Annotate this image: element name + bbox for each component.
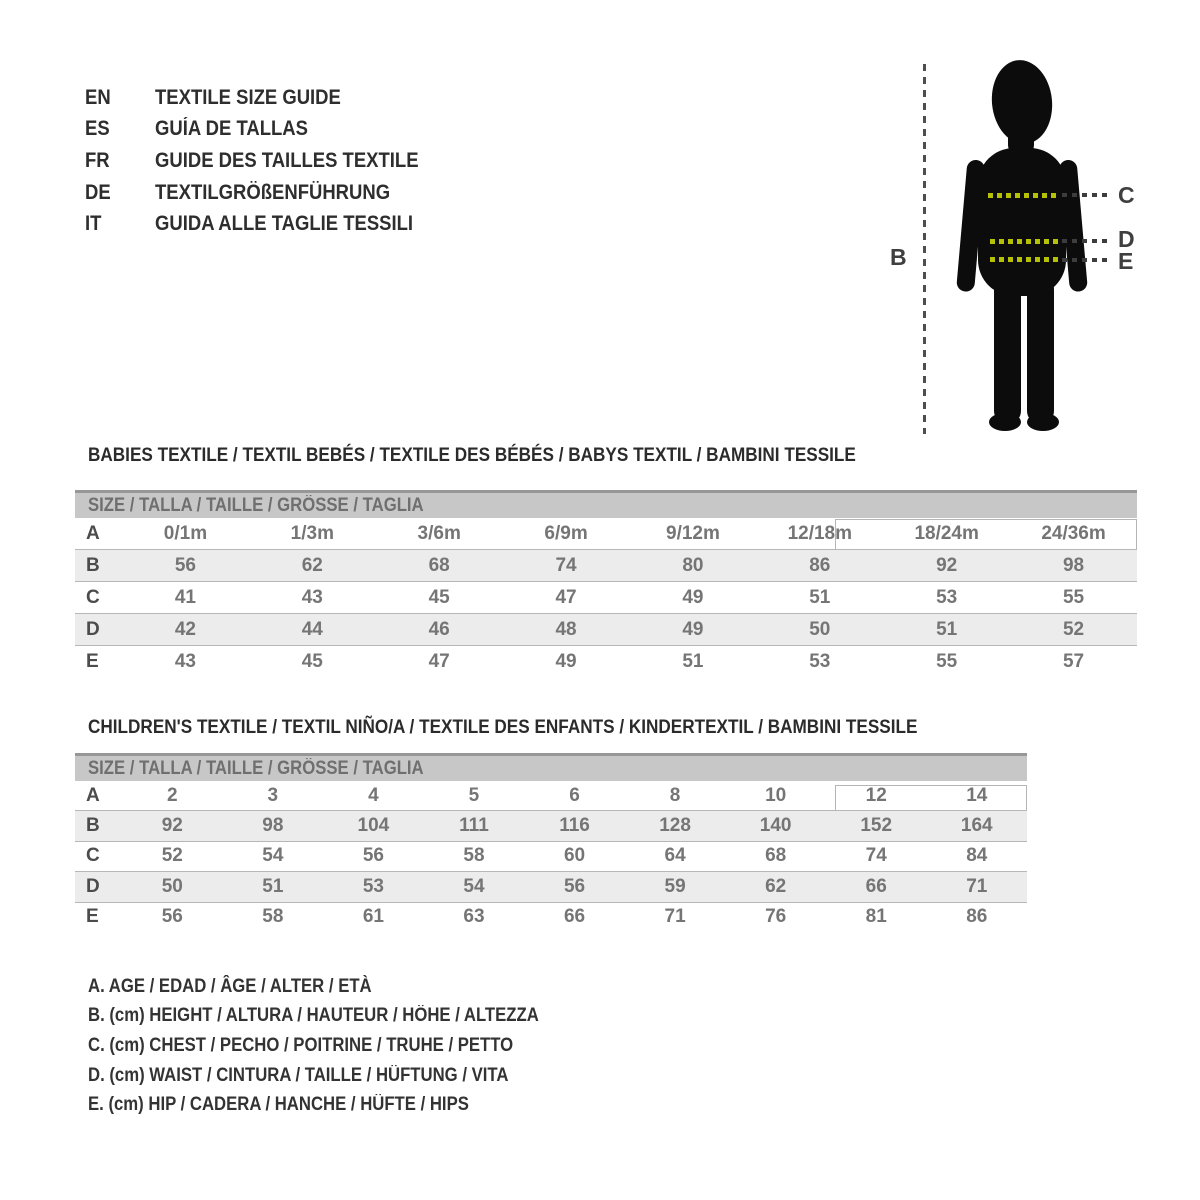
measure-cell: 45 [428, 586, 450, 608]
measure-cell: 41 [174, 586, 196, 608]
measure-cell: 71 [966, 875, 988, 897]
size-cell: 3 [267, 784, 279, 806]
measure-cell: 68 [765, 845, 787, 867]
size-cell: 12/18m [787, 522, 853, 544]
legend-line-age: A. AGE / EDAD / ÂGE / ALTER / ETÀ [88, 975, 372, 997]
measure-cell: 84 [966, 845, 988, 867]
table-row-b [75, 550, 1137, 582]
language-row-fr [85, 145, 454, 177]
size-cell: 3/6m [417, 522, 461, 544]
row-letter: C [86, 586, 100, 608]
measure-cell: 50 [809, 618, 831, 640]
children-table-rows [75, 781, 1027, 932]
measure-cell: 54 [463, 875, 485, 897]
measure-cell: 58 [463, 845, 485, 867]
child-silhouette-figure [950, 58, 1100, 438]
measure-cell: 61 [362, 906, 384, 928]
table-row-c [75, 842, 1027, 872]
measure-cell: 164 [960, 815, 993, 837]
legend-line-height: B. (cm) HEIGHT / ALTURA / HAUTEUR / HÖHE / ALTEZZA [88, 1005, 539, 1027]
row-letter: A [86, 784, 100, 806]
chest-extension-line [1062, 193, 1110, 197]
measure-cell: 51 [682, 650, 704, 672]
measure-cell: 50 [161, 875, 183, 897]
measure-cell: 62 [301, 554, 323, 576]
waist-measure-line [990, 239, 1060, 244]
measure-cell: 48 [555, 618, 577, 640]
measure-cell: 59 [664, 875, 686, 897]
measure-cell: 98 [262, 815, 284, 837]
measure-cell: 63 [463, 906, 485, 928]
table-row-d [75, 872, 1027, 902]
measure-cell: 80 [682, 554, 704, 576]
measure-cell: 92 [936, 554, 958, 576]
measure-cell: 81 [865, 906, 887, 928]
table-row-c [75, 582, 1137, 614]
measure-cell: 44 [301, 618, 323, 640]
measure-cell: 52 [1062, 618, 1085, 640]
size-cell: 18/24m [914, 522, 979, 544]
row-letter: C [86, 845, 100, 867]
size-cell: 5 [468, 784, 480, 806]
lang-code-es: ES [85, 117, 110, 141]
children-size-table [75, 753, 1027, 932]
size-cell: 2 [166, 784, 178, 806]
measure-cell: 55 [936, 650, 958, 672]
children-table-header: SIZE / TALLA / TAILLE / GRÖSSE / TAGLIA [75, 756, 1027, 781]
measure-cell: 128 [659, 815, 691, 837]
language-row-it [85, 208, 454, 240]
measure-cell: 49 [682, 586, 704, 608]
language-row-de [85, 177, 454, 209]
size-cell: 1/3m [290, 522, 334, 544]
row-letter: D [86, 875, 100, 897]
measure-cell: 56 [161, 906, 183, 928]
measure-cell: 92 [161, 815, 183, 837]
measure-cell: 86 [809, 554, 831, 576]
figure-label-chest: C [1118, 182, 1135, 208]
measurement-legend [88, 972, 600, 1120]
lang-code-it: IT [85, 212, 102, 236]
measure-cell: 47 [555, 586, 577, 608]
measure-cell: 58 [262, 906, 284, 928]
babies-size-table [75, 490, 1137, 677]
measure-cell: 116 [559, 815, 590, 837]
legend-line-waist: D. (cm) WAIST / CINTURA / TAILLE / HÜFTUNG / VITA [88, 1064, 509, 1086]
hip-extension-line [1062, 258, 1110, 262]
measure-cell: 49 [682, 618, 704, 640]
measure-cell: 62 [765, 875, 787, 897]
measure-cell: 76 [765, 906, 787, 928]
children-section-title: CHILDREN'S TEXTILE / TEXTIL NIÑO/A / TEXTILE DES ENFANTS / KINDERTEXTIL / BAMBINI TESSILE [88, 716, 918, 738]
lang-label-fr: GUIDE DES TAILLES TEXTILE [155, 148, 419, 172]
measure-cell: 46 [428, 618, 450, 640]
measure-cell: 56 [362, 845, 384, 867]
measure-cell: 60 [563, 845, 586, 867]
lang-label-de: TEXTILGRÖßENFÜHRUNG [155, 180, 391, 204]
measure-cell: 86 [966, 906, 988, 928]
measure-cell: 53 [809, 650, 831, 672]
size-cell: 14 [966, 784, 988, 806]
lang-label-es: GUÍA DE TALLAS [155, 117, 308, 141]
measure-cell: 74 [555, 554, 577, 576]
legend-line-hip: E. (cm) HIP / CADERA / HANCHE / HÜFTE / HIPS [88, 1094, 469, 1116]
measure-cell: 45 [301, 650, 323, 672]
table-row-d [75, 614, 1137, 646]
row-letter: E [86, 650, 99, 672]
measure-cell: 56 [174, 554, 196, 576]
measure-cell: 64 [664, 845, 686, 867]
legend-line-chest: C. (cm) CHEST / PECHO / POITRINE / TRUHE / PETTO [88, 1034, 514, 1056]
table-row-b [75, 811, 1027, 841]
row-letter: B [86, 815, 100, 837]
table-row-a [75, 781, 1027, 811]
measure-cell: 52 [161, 845, 183, 867]
measure-cell: 43 [174, 650, 196, 672]
measure-cell: 140 [759, 815, 792, 837]
size-cell: 10 [765, 784, 787, 806]
measure-cell: 49 [555, 650, 577, 672]
lang-code-fr: FR [85, 148, 110, 172]
size-cell: 9/12m [666, 522, 720, 544]
babies-table-rows [75, 518, 1137, 677]
measure-cell: 66 [563, 906, 586, 928]
measure-cell: 53 [936, 586, 958, 608]
size-cell: 4 [368, 784, 379, 806]
measure-cell: 152 [860, 815, 893, 837]
size-cell: 6 [569, 784, 580, 806]
hip-measure-line [990, 257, 1060, 262]
measure-cell: 104 [357, 815, 390, 837]
measure-cell: 71 [664, 906, 686, 928]
row-letter: E [86, 906, 99, 928]
measure-cell: 47 [428, 650, 450, 672]
table-row-a [75, 518, 1137, 550]
figure-label-waist: D [1118, 226, 1135, 252]
size-cell: 8 [669, 784, 681, 806]
measure-cell: 74 [865, 845, 887, 867]
measure-cell: 54 [262, 845, 284, 867]
measure-cell: 43 [301, 586, 323, 608]
figure-label-hip: E [1118, 248, 1134, 274]
size-cell: 6/9m [544, 522, 588, 544]
size-cell: 0/1m [163, 522, 208, 544]
measure-cell: 98 [1062, 554, 1085, 576]
measure-cell: 51 [262, 875, 284, 897]
lang-code-de: DE [85, 180, 111, 204]
babies-table-header: SIZE / TALLA / TAILLE / GRÖSSE / TAGLIA [75, 493, 1137, 518]
chest-measure-line [988, 193, 1058, 198]
row-letter: D [86, 618, 100, 640]
row-letter: A [86, 522, 100, 544]
measure-cell: 53 [362, 875, 384, 897]
measure-cell: 111 [459, 815, 489, 837]
measure-cell: 51 [936, 618, 958, 640]
height-measure-line [923, 64, 926, 434]
table-row-e [75, 646, 1137, 677]
lang-label-en: TEXTILE SIZE GUIDE [155, 85, 341, 109]
language-row-es [85, 114, 454, 146]
measure-cell: 56 [563, 875, 586, 897]
babies-section-title: BABIES TEXTILE / TEXTIL BEBÉS / TEXTILE DES BÉBÉS / BABYS TEXTIL / BAMBINI TESSILE [88, 444, 856, 466]
measure-cell: 51 [809, 586, 831, 608]
size-cell: 24/36m [1041, 522, 1106, 544]
row-letter: B [86, 554, 100, 576]
waist-extension-line [1062, 239, 1110, 243]
measure-cell: 55 [1062, 586, 1085, 608]
measure-cell: 66 [865, 875, 887, 897]
figure-label-height: B [890, 244, 907, 270]
measure-cell: 57 [1062, 650, 1085, 672]
table-row-e [75, 903, 1027, 932]
measure-cell: 42 [174, 618, 196, 640]
measure-cell: 68 [428, 554, 450, 576]
language-row-en [85, 82, 454, 114]
size-cell: 12 [865, 784, 887, 806]
lang-label-it: GUIDA ALLE TAGLIE TESSILI [155, 212, 414, 236]
lang-code-en: EN [85, 85, 111, 109]
language-title-list [85, 82, 454, 240]
